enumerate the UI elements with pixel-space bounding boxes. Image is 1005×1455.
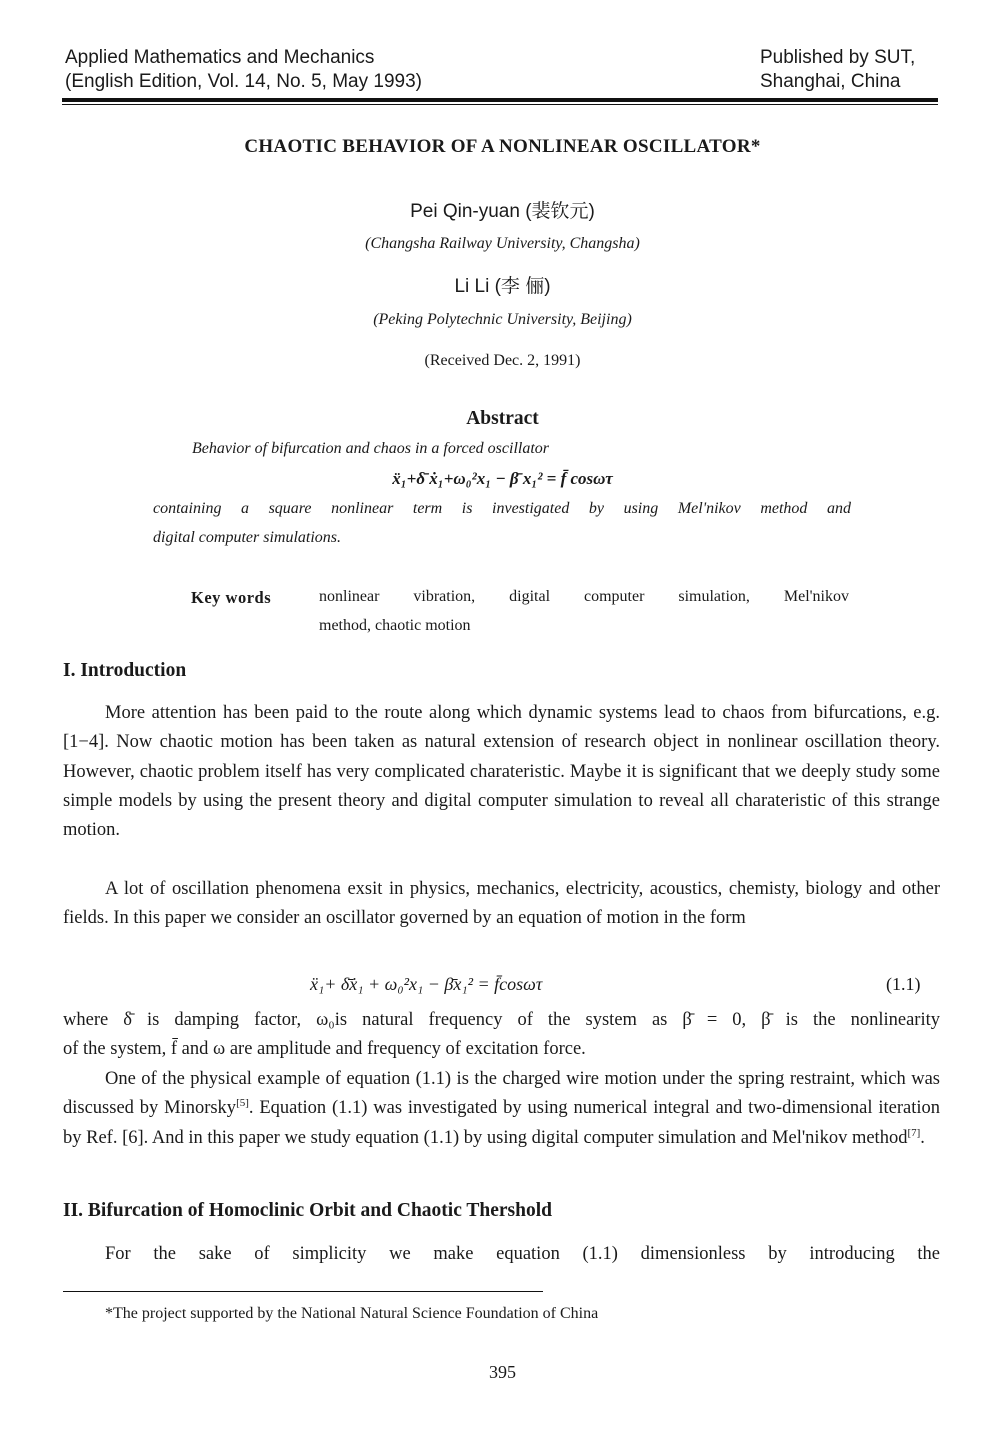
intro-paragraph-1: More attention has been paid to the route along which dynamic systems lead to chaos from bifurcations, e.g. [1−4]. Now chaotic motion has been taken as natural extension of research object in nonlinear oscillation theory. However, chaotic problem itself has very complicated charateristic. Maybe it is significant that we deeply study some simple models by using the present theory and digital computer simulation to reveal all charateristic of this strange motion. [63,703,940,841]
keywords-line-1: nonlinear vibration, digital computer simulation, Mel'nikov [319,588,849,605]
ref-5: [5] [236,1097,249,1110]
header-rule-thick [62,98,938,102]
intro-paragraph-2: A lot of oscillation phenomena exsit in physics, mechanics, electricity, acoustics, chemisty, biology and other fields. In this paper we consider an oscillator governed by an equation of motion in the form [63,879,940,929]
abstract-equation: ẍ₁+δ̄ ẋ₁+ω₀²x₁ − β̄ x₁² = f̄ cosωτ [392,469,613,488]
author-2-affiliation: (Peking Polytechnic University, Beijing) [373,311,632,328]
section-2-paragraph-1: For the sake of simplicity we make equation (1.1) dimensionless by introducing the [105,1244,940,1264]
paper-title: CHAOTIC BEHAVIOR OF A NONLINEAR OSCILLATOR* [244,136,761,157]
p4-text-a: One of the physical example of equation (1.1) is the charged wire motion under the spring restraint, which was discussed by Minorsky [63,1069,940,1119]
header-rule-thin [62,104,938,105]
ref-7: [7] [907,1126,921,1139]
author-2-name: Li Li (李 俪) [454,276,551,297]
section-1-heading: I. Introduction [63,660,187,681]
page-number: 395 [489,1362,516,1382]
equation-number: (1.1) [886,974,921,994]
publisher-info [760,46,915,94]
abstract-line-3: digital computer simulations. [153,529,341,546]
equation-1-1: ẍ₁+ δ̄ẋ₁ + ω₀²x₁ − β̄x₁² = f̄cosωτ [310,974,543,994]
abstract-heading: Abstract [466,408,539,429]
journal-name [65,46,422,94]
publisher-line-1: Published by SUT, [760,47,916,68]
footnote: *The project supported by the National Natural Science Foundation of China [105,1305,599,1322]
p4-text-c: . [920,1127,925,1148]
abstract-line-1: Behavior of bifurcation and chaos in a forced oscillator [192,440,549,457]
author-1-affiliation: (Changsha Railway University, Changsha) [365,235,640,252]
publisher-line-2: Shanghai, China [760,71,901,92]
intro-paragraph-3-line-2: of the system, f̄ and ω are amplitude and frequency of excitation force. [63,1039,586,1059]
received-date: (Received Dec. 2, 1991) [424,352,581,369]
keywords-label: Key words [191,588,272,607]
intro-paragraph-4 [63,1065,940,1153]
footnote-rule [63,1291,543,1292]
intro-paragraph-3-line-1: where δ̄ is damping factor, ω₀is natural frequency of the system as β̄ = 0, β̄ is the nonlinearity [63,1010,940,1030]
journal-line-1: Applied Mathematics and Mechanics [65,47,375,68]
author-1-name: Pei Qin-yuan (裴钦元) [410,201,595,222]
p4-text-b: . Equation (1.1) was investigated by using numerical integral and two-dimensional iteration by Ref. [6]. And in this paper we study equation (1.1) by using digital computer simulation and Mel'nikov method [63,1098,940,1148]
section-2-heading: II. Bifurcation of Homoclinic Orbit and Chaotic Thershold [63,1200,552,1221]
keywords-line-2: method, chaotic motion [319,617,471,634]
abstract-line-2: containing a square nonlinear term is investigated by using Mel'nikov method and [153,500,851,517]
journal-line-2: (English Edition, Vol. 14, No. 5, May 1993) [65,71,422,92]
